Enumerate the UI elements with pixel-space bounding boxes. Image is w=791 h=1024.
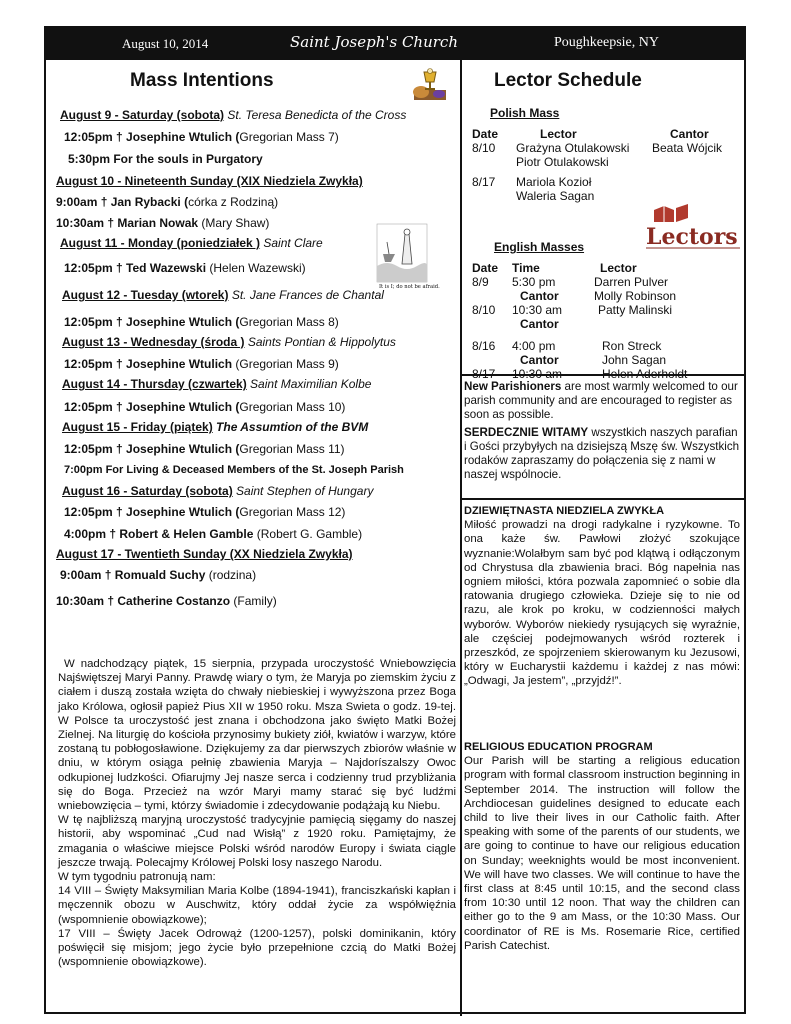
mass-intention-detail: Gregorian Mass 11) bbox=[239, 442, 345, 456]
col-cantor: Cantor bbox=[670, 127, 709, 141]
mass-intention-detail: Gregorian Mass 8) bbox=[239, 315, 339, 329]
lector-schedule-title: Lector Schedule bbox=[494, 70, 642, 91]
mass-day-label: August 9 - Saturday (sobota) bbox=[60, 108, 225, 122]
header-church: Saint Joseph's Church bbox=[290, 33, 458, 51]
mass-intention-detail: Gregorian Mass 7) bbox=[239, 130, 339, 144]
mass-day-label: August 10 - Nineteenth Sunday (XIX Niedziela Zwykła) bbox=[56, 174, 363, 188]
mass-intention bbox=[64, 130, 339, 144]
mass-intention-name: 12:05pm † Josephine Wtulich bbox=[64, 357, 236, 371]
lectors-logo-text: Lectors bbox=[646, 224, 738, 250]
mass-day-label: August 13 - Wednesday (środa ) bbox=[62, 335, 245, 349]
mass-intention-name: 10:30am † Marian Nowak bbox=[56, 216, 202, 230]
mass-saint-label: Saint Clare bbox=[260, 236, 323, 250]
jesus-on-water-image bbox=[377, 224, 440, 290]
mass-intention-detail: (Gregorian Mass 9) bbox=[235, 357, 339, 371]
mass-intention-detail: Gregorian Mass 10) bbox=[239, 400, 346, 414]
assumption-para-1: W nadchodzący piątek, 15 sierpnia, przypada uroczystość Wniebowzięcia Najświętszej Maryi Panny. Prawdę wiary o tym, że Maryja po ziemskim życiu z ciałem i duszą została wzięta do chwały niebieskiej i wywyższona przez Boga jako Królowa, ogłosił papież Pius XII w 1950 roku. Msza Swieta o godz. 19-tej. W Polsce ta uroczystość jest znana i obchodzona jako święto Matki Bożej Zielnej. Na liturgię do kościoła przynosimy bukiety ziół, kwiatów i warzyw, które zostaną tu pobłogosławione. Dziękujemy za dar pierwszych zbiorów właśnie w dniu, w którym osiąga pełnię zbawienia Maryja – Najdoríszalszy Owoc odkupionej ludzkości. Ofiarujmy Jej nasze serca i codzienny trud przybliżania się do Boga. Przecież na wzór Maryi mamy starać się być ludźmi wniebowzięcia – tymi, którzy świadomie i zdecydowanie podążają ku Niebu. bbox=[58, 658, 456, 813]
mass-intention bbox=[56, 594, 277, 608]
assumption-article bbox=[58, 657, 456, 969]
mass-intention bbox=[68, 152, 263, 166]
english-time: Cantor bbox=[520, 317, 559, 331]
mass-intention-detail: (Mary Shaw) bbox=[201, 216, 270, 230]
image-caption: It is I; do not be afraid. bbox=[379, 284, 440, 290]
english-date bbox=[472, 289, 512, 303]
education-text: Our Parish will be starting a religious education program with formal classroom instruction beginning in September 2014. The instruction will follow the Archdiocesan guidelines designed to educate each child to live their lives in our Catholic faith. After speaking with some of the parents of our students, we are going to continue to have our religious education on Sunday; weeknights would be most inconvenient. We will have two classes. We will continue to have the first class at 8:45 until 10:15, and the second class from 10:30 until 12 noon. That way the children can either go to the 9 am Mass, or the 10:30 Mass. Our coordinator of RE is Ms. Rosemarie Rice, certified Parish Catechist. bbox=[464, 755, 740, 952]
polish-cantor bbox=[652, 189, 726, 203]
welcome-en-text: are most warmly welcomed to our parish community and are encouraged to register as soon as possible. bbox=[464, 380, 738, 421]
english-date: 8/9 bbox=[472, 275, 489, 289]
mass-day-heading bbox=[60, 236, 323, 250]
mass-intention bbox=[60, 568, 256, 582]
polish-date: 8/17 bbox=[472, 175, 496, 189]
mass-intention-name: 9:00am † Jan Rybacki ( bbox=[56, 195, 189, 209]
mass-intention-name: 10:30am † Catherine Costanzo bbox=[56, 594, 234, 608]
mass-day-label: August 17 - Twentieth Sunday (XX Niedziela Zwykła) bbox=[56, 547, 353, 561]
polish-date bbox=[472, 155, 516, 169]
mass-day-label: August 11 - Monday (poniedziałek ) bbox=[60, 236, 261, 250]
assumption-para-2: W tę najbliższą maryjną uroczystość tradycyjnie pamięcią sięgamy do naszej historii, aby wspominać „Cud nad Wisłą” z 1920 roku. Pamiętajmy, że zmagania o właściwe miejsce Polski wśród narodów Europy i świata ciągle jeszcze trwają. Polecajmy Królowej Polski losy naszego Narodu. bbox=[58, 814, 456, 869]
mass-intention bbox=[56, 195, 278, 209]
english-lector: Patty Malinski bbox=[598, 303, 673, 317]
mass-day-label: August 12 - Tuesday (wtorek) bbox=[62, 288, 229, 302]
mass-intention bbox=[64, 357, 339, 371]
mass-saint-label: St. Teresa Benedicta of the Cross bbox=[224, 108, 407, 122]
sunday-reflection bbox=[464, 504, 740, 689]
religious-education bbox=[464, 740, 740, 953]
english-lector bbox=[594, 317, 691, 331]
mass-day-heading bbox=[56, 547, 353, 561]
lectors-logo bbox=[644, 204, 742, 256]
english-time: 10:30 am bbox=[512, 303, 563, 317]
mass-saint-label: Saint Maximilian Kolbe bbox=[246, 377, 372, 391]
mass-intention bbox=[56, 216, 269, 230]
mass-intention bbox=[64, 462, 404, 476]
mass-intention-name: 12:05pm † Josephine Wtulich ( bbox=[64, 442, 240, 456]
polish-lector: Waleria Sagan bbox=[516, 189, 595, 203]
col-lector: Lector bbox=[600, 261, 637, 275]
welcome-pl-bold: SERDECZNIE WITAMY bbox=[464, 426, 589, 439]
mass-intention-name: 12:05pm † Ted Wazewski bbox=[64, 261, 210, 275]
mass-day-heading bbox=[62, 484, 373, 498]
english-date: 8/10 bbox=[472, 303, 496, 317]
mass-day-heading bbox=[62, 288, 384, 302]
mass-intention-name: 12:05pm † Josephine Wtulich ( bbox=[64, 400, 240, 414]
mass-intention-name: 9:00am † Romuald Suchy bbox=[60, 568, 209, 582]
mass-intention bbox=[64, 505, 345, 519]
polish-lector: Mariola Kozioł bbox=[516, 175, 592, 189]
english-lector: Molly Robinson bbox=[594, 289, 677, 303]
english-time: Cantor bbox=[520, 353, 559, 367]
polish-lector: Piotr Otulakowski bbox=[516, 155, 609, 169]
mass-day-heading bbox=[60, 108, 406, 122]
mass-day-heading bbox=[56, 174, 363, 188]
assumption-para-5: 17 VIII – Święty Jacek Odrowąż (1200-1257), polski dominikanin, który poświęcił się misjom; jego życie było przepełnione czcią do Matki Bożej (wspomnienie obowiązkowe). bbox=[58, 927, 456, 969]
mass-intention bbox=[64, 527, 362, 541]
mass-intention bbox=[64, 261, 306, 275]
polish-cantor bbox=[652, 175, 726, 189]
education-title: RELIGIOUS EDUCATION PROGRAM bbox=[464, 741, 653, 753]
mass-intention-name: 7:00pm For Living & Deceased Members of the St. Joseph Parish bbox=[64, 464, 404, 476]
header-city: Poughkeepsie, NY bbox=[554, 35, 659, 50]
english-time: 5:30 pm bbox=[512, 275, 556, 289]
welcome-en-bold: New Parishioners bbox=[464, 380, 562, 393]
mass-saint-label: The Assumtion of the BVM bbox=[212, 420, 369, 434]
mass-saint-label: Saints Pontian & Hippolytus bbox=[244, 335, 396, 349]
mass-intention-name: 12:05pm † Josephine Wtulich ( bbox=[64, 315, 240, 329]
mass-intention-detail: (Helen Wazewski) bbox=[209, 261, 306, 275]
assumption-para-4: 14 VIII – Święty Maksymilian Maria Kolbe (1894-1941), franciszkański kapłan i męczennik obozu w Auschwitz, który oddał życie za współwięźnia (wspomnienie obowiązkowe); bbox=[58, 885, 456, 926]
welcome-pl-text: wszystkich naszych parafian i Gości przybyłych na dzisiejszą Mszę św. Wszystkich rodaków zapraszamy do połączenia się z nami w naszej wspólnocie. bbox=[464, 426, 740, 481]
divider-welcome bbox=[460, 374, 744, 376]
english-date: 8/16 bbox=[472, 339, 496, 353]
mass-intention-detail: córka z Rodziną) bbox=[188, 195, 279, 209]
mass-day-label: August 14 - Thursday (czwartek) bbox=[62, 377, 247, 391]
mass-saint-label: Saint Stephen of Hungary bbox=[232, 484, 374, 498]
col-time: Time bbox=[512, 261, 540, 275]
chalice-icon bbox=[410, 68, 450, 102]
sunday-text: Miłość prowadzi na drogi radykalne i ryzykowne. To ona każe św. Pawłowi złożyć szokujące wyznanie:Wolałbym sam być pod klątwą i odłączonym od Chrystusa dla zbawienia braci. Bóg napełnia nas ogniem miłości, która pozwala zapomnieć o sobie dla ratowania drugiego człowieka. Dzieje się to nie od razu, ale krok po kroku, w codzienności małych wyborów. Wyborów niekiedy rysujących się wyraźnie, ale częściej podejmowanych wśród rozterek i przeszkód, ze spojrzeniem skierowanym ku Jezusowi, który w Eucharystii każdemu i każdej z nas mówi: „Odwagi, Ja jestem”, „przyjdź!”. bbox=[464, 519, 740, 688]
english-lector: Ron Streck bbox=[602, 339, 662, 353]
mass-intention-name: 12:05pm † Josephine Wtulich ( bbox=[64, 130, 240, 144]
polish-lector-table bbox=[472, 127, 726, 203]
mass-intention bbox=[64, 442, 345, 456]
mass-intention-name: 4:00pm † Robert & Helen Gamble bbox=[64, 527, 257, 541]
mass-day-label: August 16 - Saturday (sobota) bbox=[62, 484, 233, 498]
polish-lector: Grażyna Otulakowski bbox=[516, 141, 630, 155]
sunday-title: DZIEWIĘTNASTA NIEDZIELA ZWYKŁA bbox=[464, 505, 665, 517]
english-lector: John Sagan bbox=[602, 353, 667, 367]
english-time: Cantor bbox=[520, 289, 559, 303]
column-divider bbox=[460, 60, 462, 1016]
english-masses-title: English Masses bbox=[494, 240, 585, 254]
col-lector: Lector bbox=[540, 127, 577, 141]
header-date: August 10, 2014 bbox=[122, 36, 209, 51]
col-date: Date bbox=[472, 127, 499, 141]
polish-cantor: Beata Wójcik bbox=[652, 141, 723, 155]
bulletin-page bbox=[44, 26, 746, 1014]
mass-day-heading bbox=[62, 335, 396, 349]
mass-intention-name: 5:30pm For the souls in Purgatory bbox=[68, 152, 263, 166]
divider-sunday bbox=[460, 498, 744, 500]
mass-intention bbox=[64, 315, 339, 329]
polish-cantor bbox=[652, 155, 726, 169]
polish-date: 8/10 bbox=[472, 141, 496, 155]
mass-intentions-title: Mass Intentions bbox=[130, 70, 274, 91]
mass-intention-detail: Gregorian Mass 12) bbox=[239, 505, 346, 519]
header-bar bbox=[46, 28, 744, 60]
assumption-para-3: W tym tygodniu patronują nam: bbox=[58, 871, 216, 884]
english-lector: Darren Pulver bbox=[594, 275, 669, 289]
mass-intention-name: 12:05pm † Josephine Wtulich ( bbox=[64, 505, 240, 519]
english-date bbox=[472, 317, 512, 331]
mass-saint-label: St. Jane Frances de Chantal bbox=[228, 288, 384, 302]
mass-intention-detail: (Robert G. Gamble) bbox=[256, 527, 363, 541]
mass-intention-detail: (Family) bbox=[233, 594, 277, 608]
col-date: Date bbox=[472, 261, 499, 275]
polish-mass-title: Polish Mass bbox=[490, 106, 560, 120]
polish-date bbox=[472, 189, 516, 203]
mass-intention-detail: (rodzina) bbox=[208, 568, 257, 582]
english-lector-table bbox=[472, 261, 691, 381]
mass-intention bbox=[64, 400, 345, 414]
mass-day-label: August 15 - Friday (piątek) bbox=[62, 420, 213, 434]
english-date bbox=[472, 353, 512, 367]
mass-day-heading bbox=[62, 420, 368, 434]
left-column bbox=[54, 64, 454, 1014]
english-time: 4:00 pm bbox=[512, 339, 556, 353]
welcome-box bbox=[464, 380, 740, 482]
mass-day-heading bbox=[62, 377, 371, 391]
